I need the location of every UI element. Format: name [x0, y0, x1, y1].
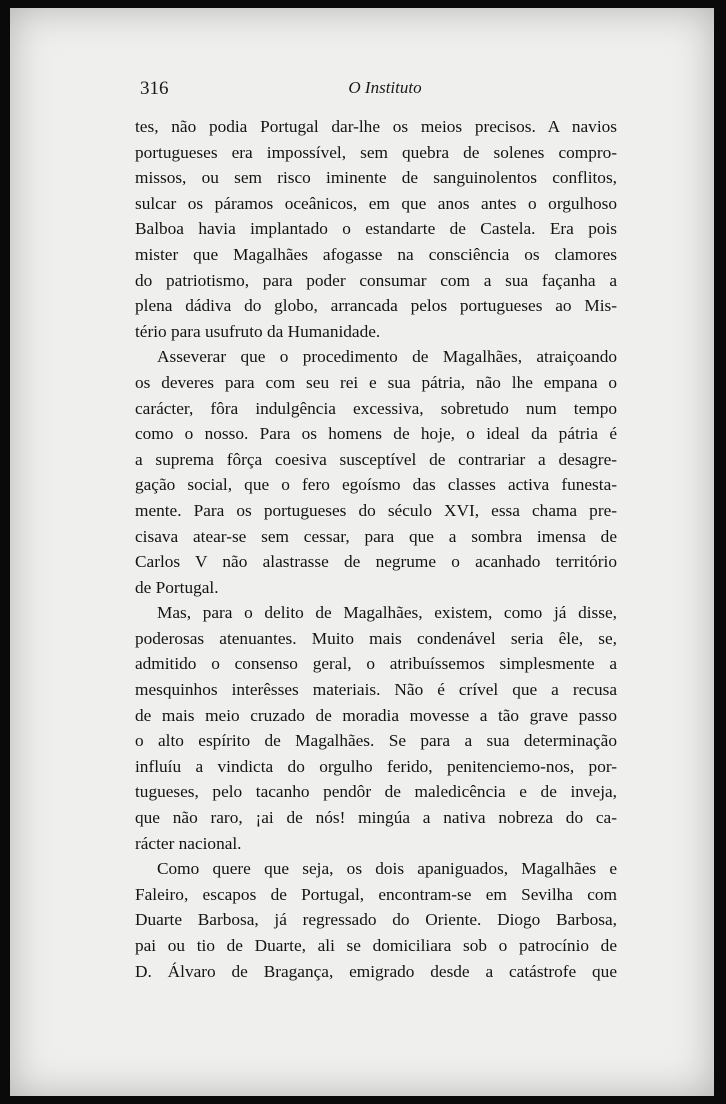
text-line: mente. Para os portugueses do século XVI, essa chama pre- — [135, 500, 617, 520]
text-line: cisava atear-se sem cessar, para que a sombra imensa de — [135, 526, 617, 546]
paragraph-start-line: Mas, para o delito de Magalhães, existem, como já disse, — [157, 603, 617, 623]
text-line: gação social, que o fero egoísmo das classes activa funesta- — [135, 475, 617, 495]
text-line: mister que Magalhães afogasse na consciência os clamores — [135, 244, 617, 264]
text-line: como o nosso. Para os homens de hoje, o ideal da pátria é — [135, 424, 617, 444]
text-line: plena dádiva do globo, arrancada pelos portugueses ao Mis- — [135, 296, 617, 316]
text-line: a suprema fôrça coesiva susceptível de contrariar a desagre- — [135, 449, 617, 469]
text-line: do patriotismo, para poder consumar com a sua façanha a — [135, 270, 617, 290]
text-line: mesquinhos interêsses materiais. Não é crível que a recusa — [135, 680, 617, 700]
text-line: sulcar os páramos oceânicos, em que anos antes o orgulhoso — [135, 193, 617, 213]
text-line: tes, não podia Portugal dar-lhe os meios precisos. A navios — [135, 117, 617, 136]
paragraph-start-line: Asseverar que o procedimento de Magalhães, atraiçoando — [157, 347, 617, 367]
text-line: tério para usufruto da Humanidade. — [135, 321, 381, 341]
text-line: admitido o consenso geral, o atribuíssemos simplesmente a — [135, 654, 617, 674]
running-title: O Instituto — [348, 78, 422, 97]
paragraph-start-line: Como quere que seja, os dois apaniguados, Magalhães e — [157, 859, 617, 879]
text-line: portugueses era impossível, sem quebra de solenes compro- — [135, 142, 617, 162]
text-line: carácter, fôra indulgência excessiva, sobretudo num tempo — [135, 398, 617, 418]
text-line: tugueses, pelo tacanho pendôr de maledicência e de inveja, — [135, 782, 617, 802]
text-line: de mais meio cruzado de moradia movesse a tão grave passo — [135, 705, 617, 725]
text-line: D. Álvaro de Bragança, emigrado desde a catástrofe que — [135, 961, 617, 981]
page-number: 316 — [140, 78, 169, 99]
text-line: Balboa havia implantado o estandarte de Castela. Era pois — [135, 219, 617, 239]
text-line: Carlos V não alastrasse de negrume o acanhado território — [135, 552, 617, 572]
text-line: os deveres para com seu rei e sua pátria, não lhe empana o — [135, 372, 617, 392]
text-line: Duarte Barbosa, já regressado do Oriente. Diogo Barbosa, — [135, 910, 617, 930]
text-line: poderosas atenuantes. Muito mais condenável seria êle, se, — [135, 628, 617, 648]
text-line: que não raro, ¡ai de nós! mingúa a nativa nobreza do ca- — [135, 808, 617, 828]
text-line: missos, ou sem risco iminente de sanguinolentos conflitos, — [135, 168, 617, 188]
text-line: influíu a vindicta do orgulho ferido, penitenciemo-nos, por- — [135, 756, 617, 776]
text-line: Faleiro, escapos de Portugal, encontram-se em Sevilha com — [135, 884, 617, 904]
text-line: o alto espírito de Magalhães. Se para a sua determinação — [135, 731, 617, 751]
page-header — [140, 78, 630, 108]
text-line: rácter nacional. — [135, 833, 242, 853]
text-line: de Portugal. — [135, 577, 219, 597]
body-text — [135, 114, 617, 984]
text-line: pai ou tio de Duarte, ali se domiciliara sob o patrocínio de — [135, 936, 617, 955]
